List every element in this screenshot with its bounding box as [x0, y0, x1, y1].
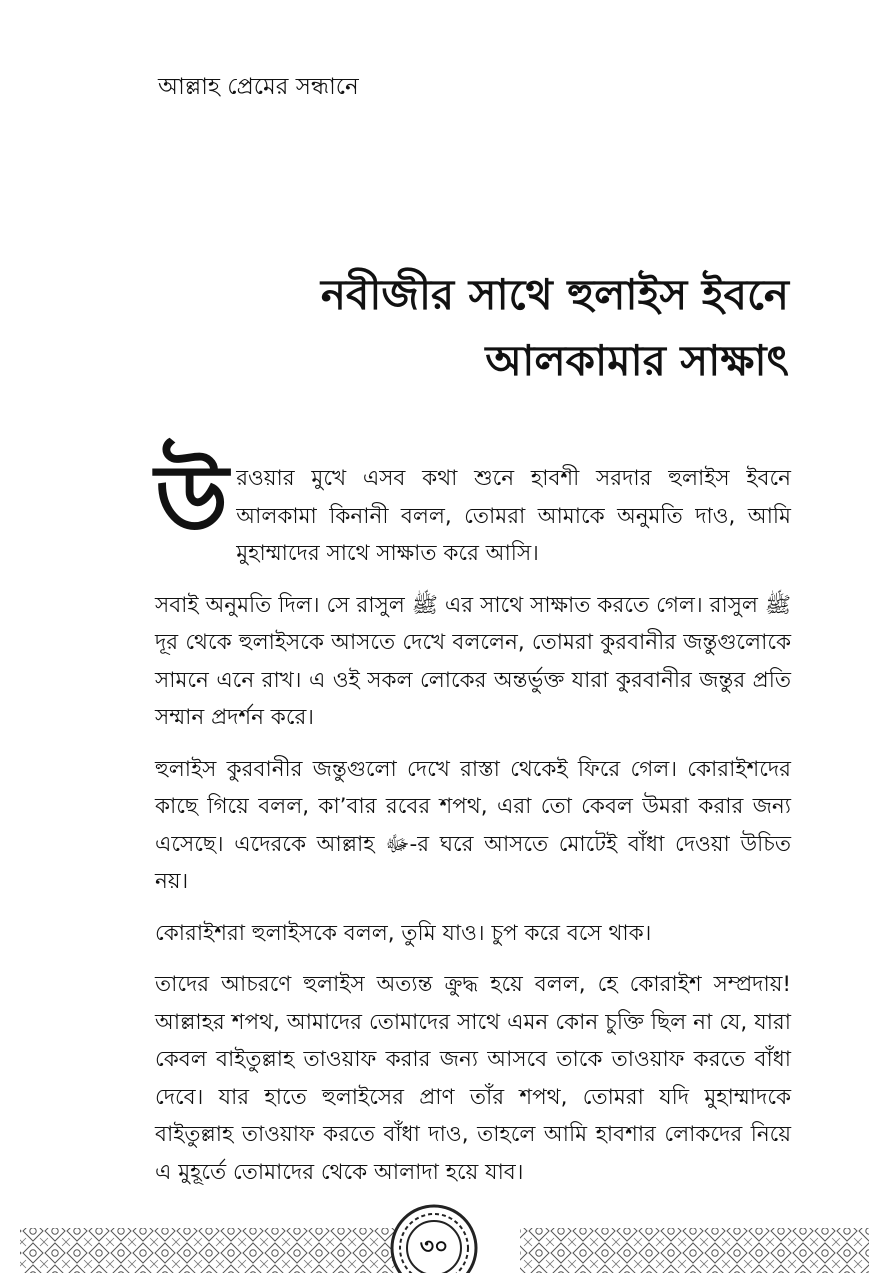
- paragraph-2: সবাই অনুমতি দিল। সে রাসুল ﷺ এর সাথে সাক্ষাত করতে গেল। রাসুল ﷺ দূর থেকে হুলাইসকে আসতে দেখে বললেন, তোমরা কুরবানীর জন্তুগুলোকে সামনে এনে রাখ। এ ওই সকল লোকের অন্তর্ভুক্ত যারা কুরবানীর জন্তুর প্রতি সম্মান প্রদর্শন করে।: [155, 592, 791, 730]
- chapter-title-line-2: আলকামার সাক্ষাৎ: [485, 336, 789, 385]
- paragraph-1: [155, 445, 791, 573]
- paragraph-3: হুলাইস কুরবানীর জন্তুগুলো দেখে রাস্তা থেকেই ফিরে গেল। কোরাইশদের কাছে গিয়ে বলল, কা’বার রবের শপথ, এরা তো কেবল উমরা করার জন্য এসেছে। এদেরকে আল্লাহ ﷻ-র ঘরে আসতে মোটেই বাঁধা দেওয়া উচিত নয়।: [155, 756, 791, 894]
- chapter-title: [149, 262, 789, 394]
- ornament-left: [20, 1228, 412, 1273]
- drop-cap: উ: [155, 445, 229, 554]
- chapter-title-line-1: নবীজীর সাথে হুলাইস ইবনে: [320, 270, 789, 319]
- ornament-right: [520, 1228, 869, 1273]
- paragraph-1-text: রওয়ার মুখে এসব কথা শুনে হাবশী সরদার হুলাইস ইবনে আলকামা কিনানী বলল, তোমরা আমাকে অনুমতি দাও, আমি মুহাম্মাদের সাথে সাক্ষাত করে আসি।: [236, 466, 791, 566]
- body-text: [155, 445, 791, 1205]
- paragraph-5: তাদের আচরণে হুলাইস অত্যন্ত ক্রুদ্ধ হয়ে বলল, হে কোরাইশ সম্প্রদায়! আল্লাহর শপথ, আমাদের তোমাদের সাথে এমন কোন চুক্তি ছিল না যে, যারা কেবল বাইতুল্লাহ তাওয়াফ করার জন্য আসবে তাকে তাওয়াফ করতে বাঁধা দেবে। যার হাতে হুলাইসের প্রাণ তাঁর শপথ, তোমরা যদি মুহাম্মাদকে বাইতুল্লাহ তাওয়াফ করতে বাঁধা দাও, তাহলে আমি হাবশার লোকদের নিয়ে এ মুহূর্তে তোমাদের থেকে আলাদা হয়ে যাব।: [155, 972, 791, 1185]
- paragraph-4: কোরাইশরা হুলাইসকে বলল, তুমি যাও। চুপ করে বসে থাক।: [155, 920, 652, 946]
- page-number: ৩০: [419, 1234, 449, 1260]
- running-header: আল্লাহ প্রেমের সন্ধানে: [158, 74, 359, 100]
